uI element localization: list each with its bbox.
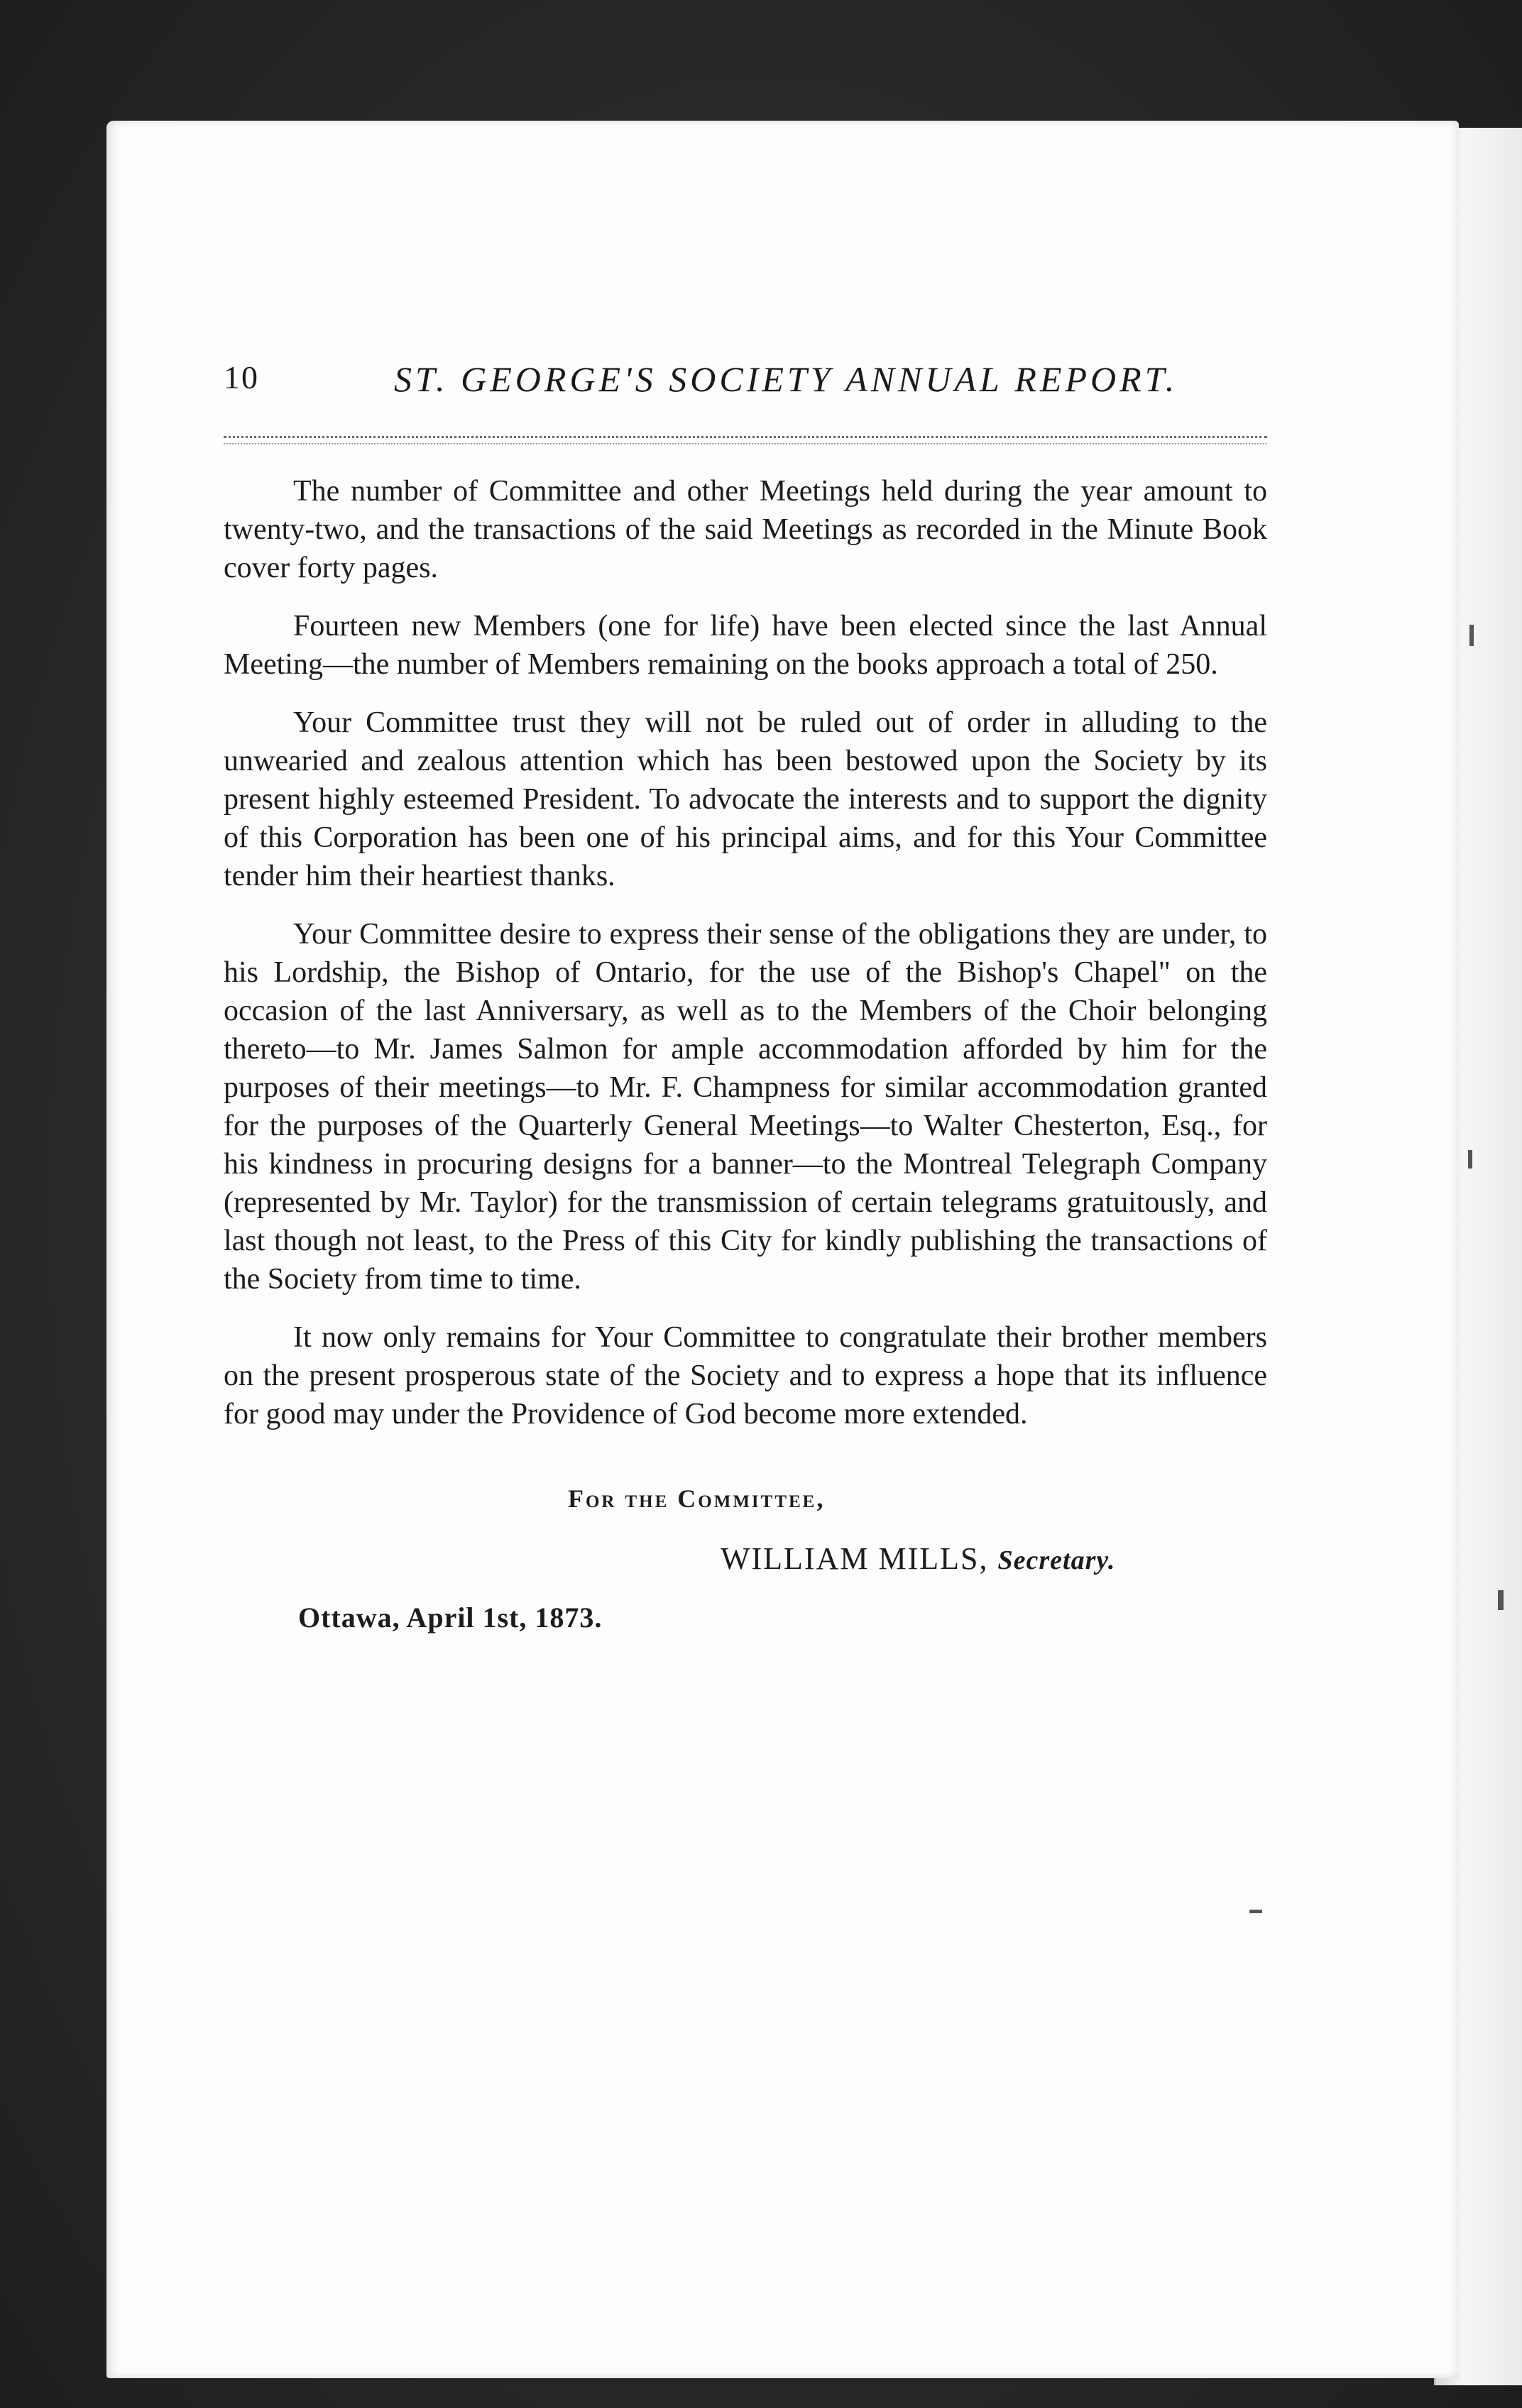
scan-speck — [1498, 1590, 1504, 1610]
paragraph-members: Fourteen new Members (one for life) have been elected since the last Annual Meeting—the number of Members remaining on the books approach a total of 250. — [224, 610, 1267, 681]
for-committee: For the Committee, — [568, 1484, 826, 1513]
secretary-name: WILLIAM MILLS, — [721, 1541, 989, 1576]
page-number: 10 — [224, 359, 259, 395]
report-body — [224, 472, 1267, 1453]
scan-speck — [1468, 1150, 1472, 1169]
scan-speck — [1249, 1910, 1262, 1913]
report-title: ST. GEORGE'S SOCIETY ANNUAL REPORT. — [394, 359, 1178, 399]
paragraph-meetings: The number of Committee and other Meetings held during the year amount to twenty-two, and the transactions of the said Meetings as recorded in the Minute Book cover forty pages. — [224, 475, 1267, 584]
header-rule — [224, 436, 1267, 438]
secretary-title: Secretary. — [997, 1545, 1116, 1575]
scan-speck — [1469, 625, 1474, 646]
running-header — [224, 359, 1271, 408]
paragraph-conclusion: It now only remains for Your Committee to congratulate their brother members on the present prosperous state of the Society and to express a hope that its influence for good may under the Providence of God become more extended. — [224, 1321, 1267, 1430]
header-rule-secondary — [224, 443, 1267, 444]
dateline: Ottawa, April 1st, 1873. — [298, 1602, 603, 1633]
signature-block — [721, 1540, 1115, 1577]
paragraph-obligations: Your Committee desire to express their sense of the obligations they are under, to his Lordship, the Bishop of Ontario, for the use of the Bishop's Chapel" on the occasion of the last Anniversary, as well as to the Members of the Choir belonging thereto—to Mr. James Salmon for ample accommodation afforded by him for the purposes of their meetings—to Mr. F. Champness for similar accommodation granted for the purposes of the Quarterly General Meetings—to Walter Chesterton, Esq., for his kindness in procuring designs for a banner—to the Montreal Telegraph Company (represented by Mr. Taylor) for the transmission of certain telegrams gratuitously, and last though not least, to the Press of this City for kindly publishing the transactions of the Society from time to time. — [224, 918, 1267, 1296]
paragraph-president: Your Committee trust they will not be ruled out of order in alluding to the unwearied and zealous attention which has been bestowed upon the Society by its present highly esteemed President. To advocate the interests and to support the dignity of this Corporation has been one of his principal aims, and for this Your Committee tender him their heartiest thanks. — [224, 706, 1267, 892]
